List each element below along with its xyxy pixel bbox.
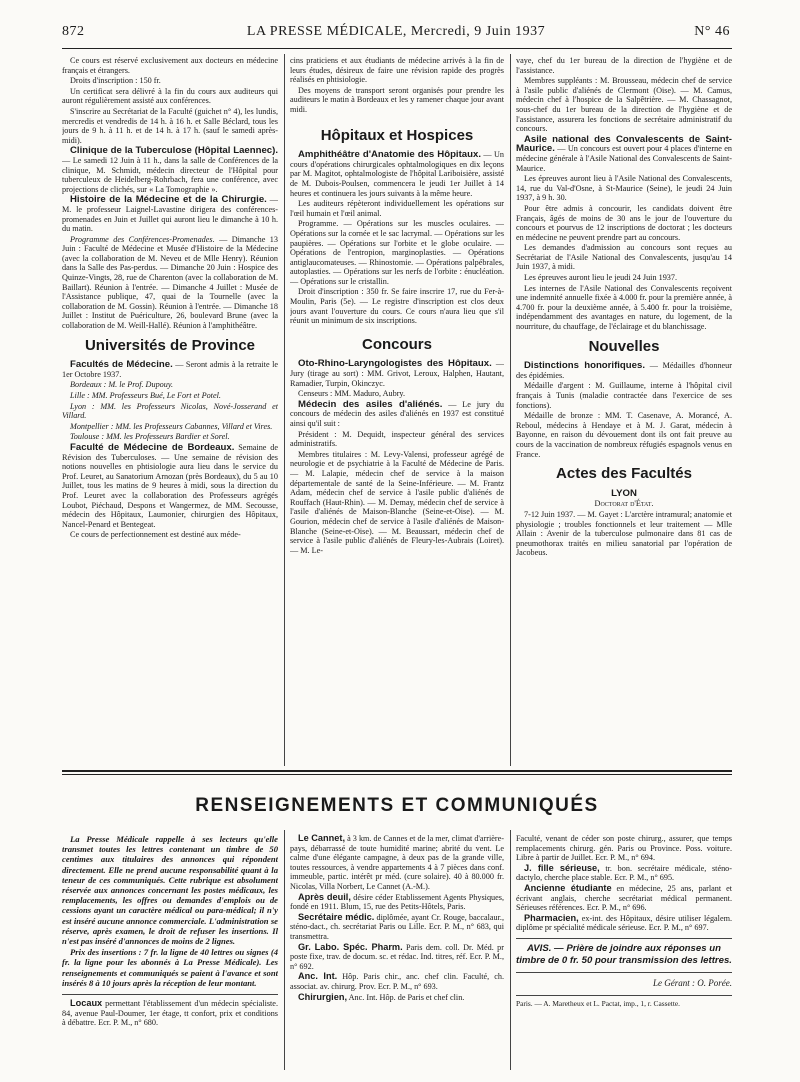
section-title-actes: Actes des Facultés [556, 465, 692, 483]
paragraph: vaye, chef du 1er bureau de la direction de l'hygiène et de l'assistance. [516, 56, 732, 75]
column-1 [62, 56, 278, 768]
ads-column-1 [62, 834, 278, 1074]
paragraph: Faculté de Médecine de Bordeaux. Semaine de Révision des Tuberculoses. — Une semaine de révision des notions nouvelles en phtisiologie aura lieu dans le service du Prof. Leuret, au Sanatorium Arnozan (près Bordeaux), du 5 au 10 Juillet, tous les matins de 9 heures à midi, sous la direction du Prof. Leuret avec la collaboration des Professeurs agrégés Loubot, Piéchaud, Despons et Wangermez, de MM. Secousse, médecin des Hôpitaux, Laumonier, chirurgien des Hôpitaux, Nancel-Penard et Bentegeat. [62, 441, 278, 529]
section-heading: Clinique de la Tuberculose (Hôpital Laennec). [70, 145, 278, 157]
paragraph: Droit d'inscription : 350 fr. Se faire inscrire 17, rue du Fer-à-Moulin, Paris (5e). — Le registre d'inscription est clos deux jours avant l'ouverture du cours. Ce cours n'aura lieu que s'il réunit un minimum de six inscriptions. [290, 287, 504, 326]
divider [62, 994, 278, 995]
classified-ad: Après deuil, désire céder Etablissement Agents Physiques, fondé en 1911. Blum, 15, rue des Petits-Hôtels, Paris. [290, 891, 504, 912]
paragraph: Ce cours de perfectionnement est destiné aux méde- [70, 530, 241, 540]
paragraph: Les demandes d'admission au concours sont reçues au Secrétariat de l'Asile National des Convalescents, jusqu'au 14 Juin 1937, à midi. [516, 243, 732, 272]
printer-line: Paris. — A. Maretheux et L. Pactat, imp., 1, r. Cassette. [516, 998, 681, 1008]
journal-title: LA PRESSE MÉDICALE, Mercredi, 9 Juin 1937 [246, 24, 546, 39]
paragraph: Droits d'inscription : 150 fr. [70, 76, 161, 86]
column-divider [284, 54, 285, 766]
classified-ad: Chirurgien, Anc. Int. Hôp. de Paris et chef clin. [298, 991, 465, 1002]
classified-ad: Pharmacien, ex-int. des Hôpitaux, désire utiliser légalem. diplôme pr spécialité médicale sérieuse. Ecr. P. M., n° 697. [516, 912, 732, 933]
notice-paragraph: La Presse Médicale rappelle à ses lecteurs qu'elle transmet toutes les lettres contenant un timbre de 50 centimes aux titulaires des annonces qui répondent directement. Elle ne prend aucune responsabilité quant à la teneur de ces communiqués. Cette rubrique est absolument réservée aux annonces concernant les postes médicaux, les remplacements, les offres ou demandes d'emplois ou de cessions ayant un caractère médical ou para-médical; il n'y est inséré aucune annonce commerciale. L'administration se réserve, après examen, le droit de refuser les insertions. Il n'est pas inséré d'annonces de moins de 2 lignes. [62, 834, 278, 947]
paragraph: Lyon : MM. les Professeurs Nicolas, Nové-Josserand et Villard. [62, 401, 278, 421]
divider [516, 995, 732, 996]
section-rule [62, 770, 732, 772]
section-heading: Distinctions honorifiques. [524, 360, 645, 372]
section-heading: Histoire de la Médecine et de la Chirurgie. [70, 194, 267, 206]
paragraph: 7-12 Juin 1937. — M. Gayet : L'arctère intramural; anatomie et physiologie ; troubles fonctionnels et leur traitement — Mlle Allain : Avenir de la tuberculose pulmonaire dans 81 cas de pneumothorax traités en milieu sanatorial par l'opération de Jacobeus. [516, 509, 732, 558]
paragraph: Montpellier : MM. les Professeurs Cabannes, Villard et Vires. [70, 421, 273, 431]
section-heading: Amphithéâtre d'Anatomie des Hôpitaux. [298, 149, 481, 161]
classified-ad: Ancienne étudiante en médecine, 25 ans, parlant et écrivant anglais, cherche secrétariat médical permanent. Sérieuses références. Ecr. P. M., n° 696. [516, 882, 732, 913]
paragraph: Les auditeurs répèteront individuellement les opérations sur l'œil humain et l'œil animal. [290, 199, 504, 218]
paragraph: Pour être admis à concourir, les candidats doivent être Français, âgés de moins de 30 ans le jour de l'ouverture du concours et pourvus de 12 inscriptions de doctorat ; les docteurs en médecine ne peuvent prendre part au concours. [516, 203, 732, 242]
column-divider [510, 54, 511, 766]
classified-ad: J. fille sérieuse, tr. bon. secrétaire médicale, sténo-dactylo, cherche place stable. Ecr. P. M., n° 695. [516, 862, 732, 883]
column-divider [284, 830, 285, 1070]
classified-ad: Le Cannet, à 3 km. de Cannes et de la mer, climat d'arrière-pays, débarrassé de toute humidité marine; abrité du vent. Le calme d'une élégante campagne, à deux pas de la grande ville, toutes ressources, à vendre appartements 4 à 7 pièces dans conf. immeuble, partic. intérêt pr méd. (cure solaire). 40 à 80.000 fr. Nicolas, Villa Norbert, Le Cannet (A.-M.). [290, 834, 504, 891]
classified-ad: Anc. Int. Hôp. Paris chir., anc. chef clin. Faculté, ch. associat. av. chirurg. Prov. Ecr. P. M., n° 693. [290, 971, 504, 991]
ads-column-3 [516, 834, 732, 1074]
paragraph: Amphithéâtre d'Anatomie des Hôpitaux. — Un cours d'opérations chirurgicales ophtalmologiques en dix leçons par M. Magitot, ophtalmologiste de l'hôpital Lariboisière, assisté de M. Dubois-Poulsen, commencera le jeudi 1er Juillet à 14 heures et continuera les jours suivants à la même heure. [290, 149, 504, 198]
issue-number: N° 46 [694, 24, 730, 39]
section-rule [62, 774, 732, 775]
subsection-label: Doctorat d'État. [594, 499, 654, 509]
paragraph: Ce cours est réservé exclusivement aux docteurs en médecine français et étrangers. [62, 56, 278, 75]
classified-ad: Gr. Labo. Spéc. Pharm. Paris dem. coll. Dr. Méd. pr poste fixe, trav. de docum. sc. et rédac. Ind. titres, réf. Ecr. P. M., n° 692. [290, 941, 504, 971]
subsection-title: LYON [611, 487, 637, 499]
paragraph: Lille : MM. Professeurs Bué, Le Fort et Potel. [70, 391, 221, 400]
paragraph: Médaille de bronze : MM. T. Casenave, A. Morancé, A. Reboul, médecins à Hendaye et à M. J. Garat, médecin à Bayonne, en raison du dévouement dont ils ont fait preuve au cours de la vaccination de nombreux réfugiés espagnols venus en France. [516, 411, 732, 459]
avis-notice: AVIS. — Prière de joindre aux réponses un timbre de 0 fr. 50 pour transmission des lettres. [516, 942, 732, 966]
section-heading: Asile national des Convalescents de Saint-Maurice. [516, 133, 732, 155]
page-number: 872 [62, 24, 85, 39]
classified-ad: Faculté, venant de céder son poste chirurg., assurer, que temps remplacements chirurg. gén. Paris ou Province. Poss. voiture. Libre à partir de Juillet. Ecr. P. M., n° 694. [516, 834, 732, 863]
section-title-hopitaux: Hôpitaux et Hospices [320, 126, 474, 144]
paragraph: cins praticiens et aux étudiants de médecine arrivés à la fin de leurs études, désireux de faire une révision rapide des progrès réalisés en phtisiologie. [290, 56, 504, 85]
paragraph: Des moyens de transport seront organisés pour prendre les auditeurs le matin à Bordeaux et les y ramener chaque jour avant midi. [290, 85, 504, 114]
paragraph: S'inscrire au Secrétariat de la Faculté (guichet n° 4), les lundis, mercredis et vendredis de 14 h. à 16 h. et Salle Béclard, tous les jours de 9 h. à 11 h. et de 14 h. à 17 h. (sauf le samedi après-midi). [62, 106, 278, 145]
paragraph: Toulouse : MM. les Professeurs Bardier et Sorel. [70, 432, 230, 442]
section-heading: Faculté de Médecine de Bordeaux. [70, 441, 235, 453]
section-heading: Oto-Rhino-Laryngologistes des Hôpitaux. [298, 358, 492, 370]
notice-paragraph: Prix des insertions : 7 fr. la ligne de 40 lettres ou signes (4 fr. la ligne pour les abonnés à La Presse Médicale). Les renseignements et communiqués se paient à l'avance et sont insérés 8 à 10 jours après la réception de leur montant. [62, 947, 278, 988]
paragraph: Histoire de la Médecine et de la Chirurgie. — M. le professeur Laignel-Lavastine dirigera des conférences-promenades en Juin et Juillet qui auront lieu le dimanche à 10 h. du matin. [62, 194, 278, 234]
paragraph: Facultés de Médecine. — Seront admis à la retraite le 1er Octobre 1937. [62, 359, 278, 379]
paragraph: Clinique de la Tuberculose (Hôpital Laennec). — Le samedi 12 Juin à 11 h., dans la salle de Conférences de la clinique, M. Schmidt, médecin directeur de l'Hôpital pour tuberculeux de Heidelberg-Rohrbach, fera une conférence, avec projections de clichés, sur « La Tomographie ». [62, 145, 278, 194]
paragraph: Distinctions honorifiques. — Médailles d'honneur des épidémies. [516, 360, 732, 380]
paragraph: Membres suppléants : M. Brousseau, médecin chef de service à l'asile public d'aliénés de Clermont (Oise). — M. Camus, médecin chef à l'hospice de la Salpêtrière. — M. Chassagnot, sous-chef du 1er bureau de la direction de l'hygiène et de l'assistance, assurera les fonctions de secrétaire administratif du concours. [516, 76, 732, 134]
paragraph: Asile national des Convalescents de Saint-Maurice. — Un concours est ouvert pour 4 places d'interne en médecine générale à l'Asile National des Convalescents de Saint-Maurice. [516, 133, 732, 173]
renseignements-title: RENSEIGNEMENTS ET COMMUNIQUÉS [195, 795, 599, 816]
paragraph: Membres titulaires : M. Levy-Valensi, professeur agrégé de neurologie et de psychiatrie à la Faculté de Médecine de Paris. — M. Lalapie, médecin chef de service à la maison départementale de santé de la Seine-Inférieure. — M. Frantz Adam, médecin chef de service à l'asile public d'aliénés de Rouffach (Haut-Rhin). — M. Demay, médecin chef de service à l'asile d'aliénés de Maison-Blanche (Seine-et-Oise). — M. Gourion, médecin chef de service à l'asile d'aliénés de Maison-Blanche (Seine-et-Oise). — M. Beaussart, médecin chef de service à l'asile public d'aliénés de Fleury-les-Aubrais (Loiret). — M. Le- [290, 449, 504, 555]
section-heading: Médecin des asiles d'aliénés. [298, 398, 443, 410]
section-title-universites: Universités de Province [84, 336, 256, 354]
paragraph: Médecin des asiles d'aliénés. — Le jury du concours de médecin des asiles d'aliénés en 1937 est constitué ainsi qu'il suit : [290, 398, 504, 428]
paragraph: Un certificat sera délivré à la fin du cours aux auditeurs qui auront régulièrement assisté aux conférences. [62, 86, 278, 106]
paragraph: Programme des Conférences-Promenades. — Dimanche 13 Juin : Faculté de Médecine et Musée d'Histoire de la Médecine (avec la collaboration de M. Neveu et de Mlle Henry). Réunion dans la Salle des Pas-perdus. — Dimanche 20 Juin : Hospice des Quinze-Vingts, 28, rue de Charenton (avec la collaboration de M. Baillart). Réunion à l'entrée. — Dimanche 4 Juillet : Musée de l'Assistance publique, 47, quai de la Tournelle (avec la collaboration de M. Gossin). Réunion à l'entrée. — Dimanche 18 Juillet : Institut de Puériculture, 26, boulevard Brune (avec la collaboration de M. Weill-Hallé). Réunion à l'amphithéâtre. [62, 234, 278, 331]
section-title-concours: Concours [361, 335, 432, 353]
gerant-line: Le Gérant : O. Porée. [653, 977, 732, 988]
ads-column-2 [290, 834, 504, 1074]
page-header [62, 24, 730, 44]
column-divider [510, 830, 511, 1070]
header-rule [62, 48, 732, 49]
classified-ad: Locaux permettant l'établissement d'un médecin spécialiste. 84, avenue Paul-Doumer, 1er étage, tt confort, prix et conditions à débattre. Ecr. P. M., n° 680. [62, 998, 278, 1028]
section-heading: Facultés de Médecine. [70, 359, 173, 371]
divider [516, 938, 732, 939]
paragraph: Les internes de l'Asile National des Convalescents reçoivent une indemnité annuelle fixée à 4.000 fr. pour la première année, à 4.700 fr. pour la deuxième année, à 5.400 fr. pour la troisième, indépendamment des avantages en nature, du logement, de la nourriture, du chauffage, de l'éclairage et du blanchissage. [516, 283, 732, 332]
classified-ad: Secrétaire médic. diplômée, ayant Cr. Rouge, baccalaur., sténo-dact., ch. secrétariat Paris ou Lille. Ecr. P. M., n° 683, qui transmettra. [290, 911, 504, 941]
divider [516, 972, 732, 973]
paragraph: Censeurs : MM. Maduro, Aubry. [298, 389, 406, 399]
paragraph: Les épreuves auront lieu le jeudi 24 Juin 1937. [524, 273, 678, 283]
paragraph: Médaille d'argent : M. Guillaume, interne à l'hôpital civil français à Tunis (maladie contractée dans l'exercice de ses fonctions). [516, 381, 732, 410]
paragraph: Programme. — Opérations sur les muscles oculaires. — Opérations sur la cornée et le sac lacrymal. — Opérations sur les paupières. — Opérations sur l'orbite et le globe oculaire. — Opérations de l'entropion, marginoplasties. — Opérations antiglaucomateuses. — Rhinostomie. — Opérations palpébrales, autoplasties. — Opérations sur les nerfs de l'orbite : énucléation. — Opérations sur le cristallin. [290, 219, 504, 286]
paragraph: Président : M. Dequidt, inspecteur général des services administratifs. [290, 429, 504, 449]
paragraph: Oto-Rhino-Laryngologistes des Hôpitaux. — Jury (tirage au sort) : MM. Grivot, Leroux, Halphen, Hautant, Ramadier, Turpin, Okinczyc. [290, 358, 504, 388]
paragraph: Bordeaux : M. le Prof. Dupouy. [70, 380, 174, 390]
section-title-nouvelles: Nouvelles [588, 337, 660, 355]
paragraph: Les épreuves auront lieu à l'Asile National des Convalescents, 14, rue du Val-d'Osne, à St-Maurice (Seine), le jeudi 24 Juin 1937, à 9 h. 30. [516, 174, 732, 203]
column-2 [290, 56, 504, 768]
column-3 [516, 56, 732, 768]
